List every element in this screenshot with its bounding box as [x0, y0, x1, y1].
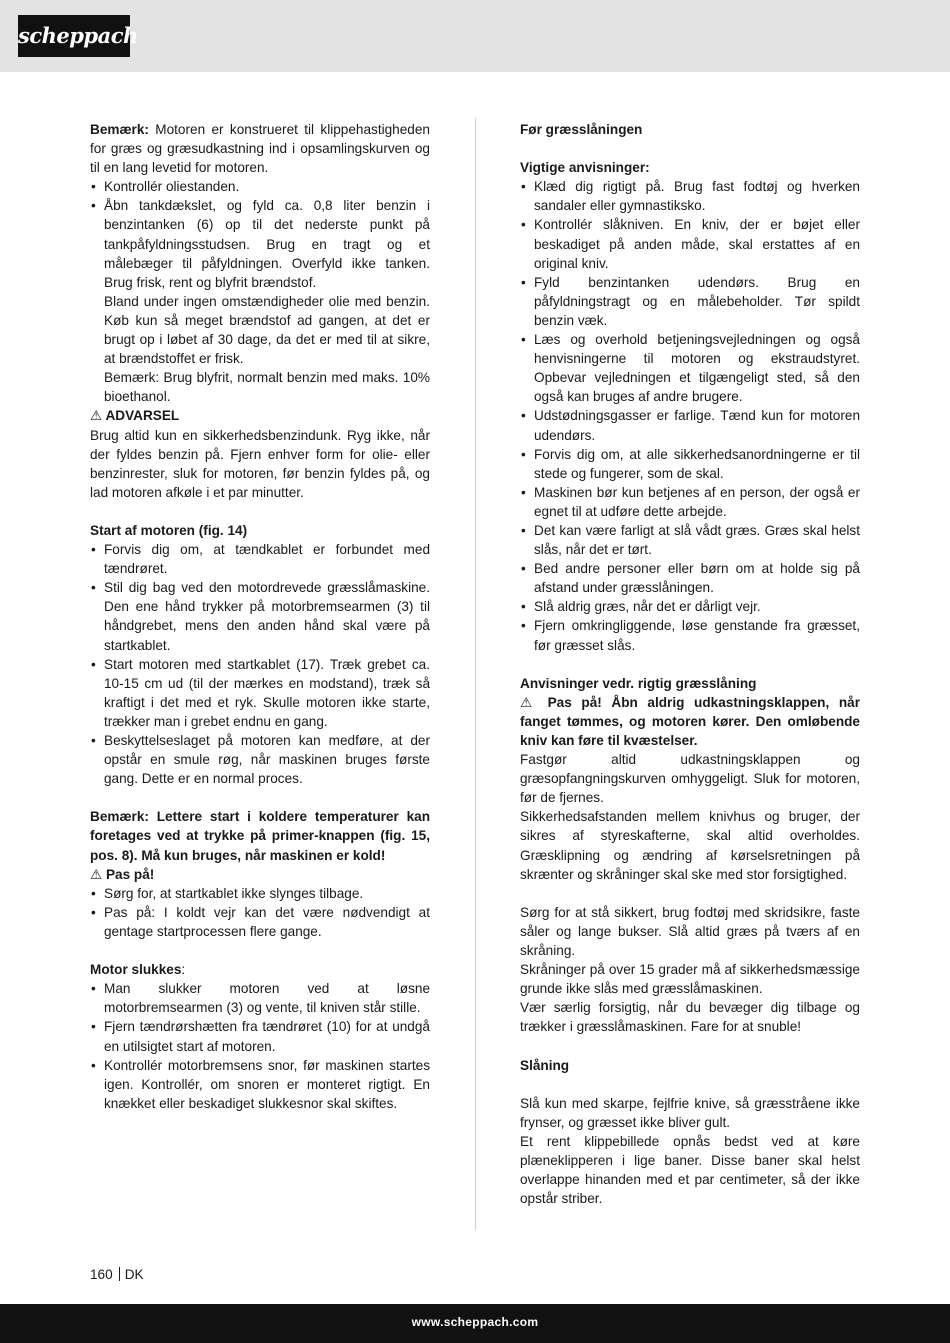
list-item: • Fyld benzintanken udendørs. Brug en påfyldningstragt og en målebeholder. Tør spildt benzin væk. — [520, 273, 860, 330]
fuel-list — [90, 177, 430, 292]
website-link[interactable]: www.scheppach.com — [411, 1315, 539, 1329]
caution-title: ⚠ Pas på! — [90, 866, 155, 882]
section-title-important: Vigtige anvisninger: — [520, 160, 650, 176]
section-title-before: Før græsslåningen — [520, 122, 643, 137]
primer-note: Bemærk: Lettere start i koldere temperaturer kan foretages ved at trykke på primer-knappen (fig. 15, pos. 8). Må kun bruges, når maskinen er kold! — [90, 809, 430, 863]
left-column — [90, 120, 430, 1113]
paragraph: Vær særlig forsigtig, når du bevæger dig tilbage og trækker i græsslåmaskinen. Fare for at snuble! — [520, 1000, 860, 1035]
note-label: Bemærk: — [90, 122, 149, 137]
caution-list — [90, 884, 430, 941]
list-item: • Klæd dig rigtigt på. Brug fast fodtøj og hverken sandaler eller gymnastiksko. — [520, 177, 860, 215]
list-item: • Sørg for, at startkablet ikke slynges tilbage. — [90, 884, 430, 903]
bottom-bar — [0, 1304, 950, 1343]
warning-title: ⚠ ADVARSEL — [90, 408, 180, 424]
brand-logo: scheppach — [18, 15, 130, 57]
note-paragraph — [90, 120, 430, 177]
paragraph: Fastgør altid udkastningsklappen og græsopfangningskurven omhyggeligt. Sluk for motoren, før de fjernes. — [520, 752, 860, 806]
start-list — [90, 540, 430, 788]
list-item: • Kontrollér oliestanden. — [90, 177, 430, 196]
list-item: • Bed andre personer eller børn om at holde sig på afstand under græsslåningen. — [520, 559, 860, 597]
list-item: • Fjern tændrørshætten fra tændrøret (10) for at undgå en utilsigtet start af motoren. — [90, 1017, 430, 1055]
stop-list — [90, 979, 430, 1113]
list-item: • Kontrollér motorbremsens snor, før maskinen startes igen. Kontrollér, om snoren er monteret rigtigt. En knækket eller beskadiget slukkesnor skal skiftes. — [90, 1056, 430, 1113]
paragraph: Slå kun med skarpe, fejlfrie knive, så græsstråene ikke frynser, og græsset ikke bliver gult. — [520, 1095, 860, 1130]
list-item: • Kontrollér slåkniven. En kniv, der er bøjet eller beskadiget på anden måde, skal erstattes af en original kniv. — [520, 215, 860, 272]
fuel-note-text: Bemærk: Brug blyfrit, normalt benzin med maks. 10% bioethanol. — [104, 370, 430, 405]
page-footer — [90, 1265, 144, 1284]
list-item: • Forvis dig om, at alle sikkerhedsanordningerne er til stede og fungerer, som de skal. — [520, 445, 860, 483]
important-list — [520, 177, 860, 654]
paragraph: Sørg for at stå sikkert, brug fodtøj med skridsikre, faste såler og lange bukser. Slå altid græs på tværs af en skråning. — [520, 904, 860, 959]
list-item: • Udstødningsgasser er farlige. Tænd kun for motoren udendørs. — [520, 406, 860, 444]
list-item: • Forvis dig om, at tændkablet er forbundet med tændrøret. — [90, 540, 430, 578]
list-item: • Det kan være farligt at slå vådt græs. Græs skal helst slås, når det er tørt. — [520, 521, 860, 559]
list-item: • Maskinen bør kun betjenes af en person, der også er egnet til at udføre dette arbejde. — [520, 483, 860, 521]
paragraph: Sikkerhedsafstanden mellem knivhus og bruger, der sikres af styreskafterne, skal altid overholdes. Græsklipning og ændring af kørselsretningen på skrænter og skråninger skal ske med stor forsigtighed. — [520, 809, 860, 882]
list-item: • Fjern omkringliggende, løse genstande fra græsset, før græsset slås. — [520, 616, 860, 654]
proper-warning: ⚠ Pas på! Åbn aldrig udkastningsklappen, når fanget tømmes, og motoren kører. Den omløbende kniv kan føre til kvæstelser. — [520, 694, 860, 748]
column-divider — [475, 118, 476, 1230]
header-bar — [0, 0, 950, 72]
right-column — [520, 120, 860, 1208]
paragraph: Et rent klippebillede opnås bedst ved at køre plæneklipperen i lige baner. Disse baner skal helst overlappe hinanden med et par centimeter, så der ikke opstår striber. — [520, 1133, 860, 1207]
language-code: DK — [124, 1267, 144, 1282]
section-title-proper: Anvisninger vedr. rigtig græsslåning — [520, 675, 757, 691]
note-text: Motoren er konstrueret til klippehastigheden for græs og græsudkastning ind i opsamlingskurven og til en lang levetid for motoren. — [90, 122, 430, 176]
section-title-mowing: Slåning — [520, 1057, 570, 1073]
section-title-stop: Motor slukkes: — [90, 962, 186, 978]
list-item: • Beskyttelseslaget på motoren kan medføre, at der opstår en smule røg, når maskinen bruges første gang. Dette er en normal proces. — [90, 731, 430, 788]
fuel-mix-text: Bland under ingen omstændigheder olie med benzin. Køb kun så meget brændstof ad gangen, at det er brugt op i løbet af 30 dage, da det er med til at sikre, at brændstoffet er frisk. — [104, 293, 430, 367]
list-item: • Stil dig bag ved den motordrevede græsslåmaskine. Den ene hånd trykker på motorbremsearmen (3) til håndgrebet, mens den anden hånd skal være på startkablet. — [90, 578, 430, 654]
warning-text: Brug altid kun en sikkerhedsbenzindunk. Ryg ikke, når der fyldes benzin på. Fjern enhver form for olie- eller benzinrester, sluk for motoren, før benzin fyldes på, og lad motoren afkøle i et par minutter. — [90, 427, 430, 500]
list-item: • Start motoren med startkablet (17). Træk grebet ca. 10-15 cm ud (til der mærkes en modstand), træk så kraftigt i det med et ryk. Skulle motoren ikke starte, trækker man i grebet endnu en gang. — [90, 655, 430, 731]
section-title-start: Start af motoren (fig. 14) — [90, 522, 248, 538]
list-item: • Læs og overhold betjeningsvejledningen og også henvisningerne til motoren og ekstraudstyret. Opbevar vejledningen et tilgængeligt sted, så den også kan bruges af andre brugere. — [520, 330, 860, 406]
list-item: • Åbn tankdækslet, og fyld ca. 0,8 liter benzin i benzintanken (6) op til det nederste punkt på tankpåfyldningsstudsen. Brug en tragt og et målebæger til påfyldningen. Overfyld ikke tanken. Brug frisk, rent og blyfrit brændstof. — [90, 196, 430, 291]
list-item: • Man slukker motoren ved at løsne motorbremsearmen (3) og vente, til kniven står stille. — [90, 979, 430, 1017]
list-item: • Pas på: I koldt vejr kan det være nødvendigt at gentage startprocessen flere gange. — [90, 903, 430, 941]
list-item: • Slå aldrig græs, når det er dårligt vejr. — [520, 597, 860, 616]
page-number: 160 — [90, 1267, 113, 1282]
paragraph: Skråninger på over 15 grader må af sikkerhedsmæssige grunde ikke slås med græsslåmaskinen. — [520, 962, 860, 997]
